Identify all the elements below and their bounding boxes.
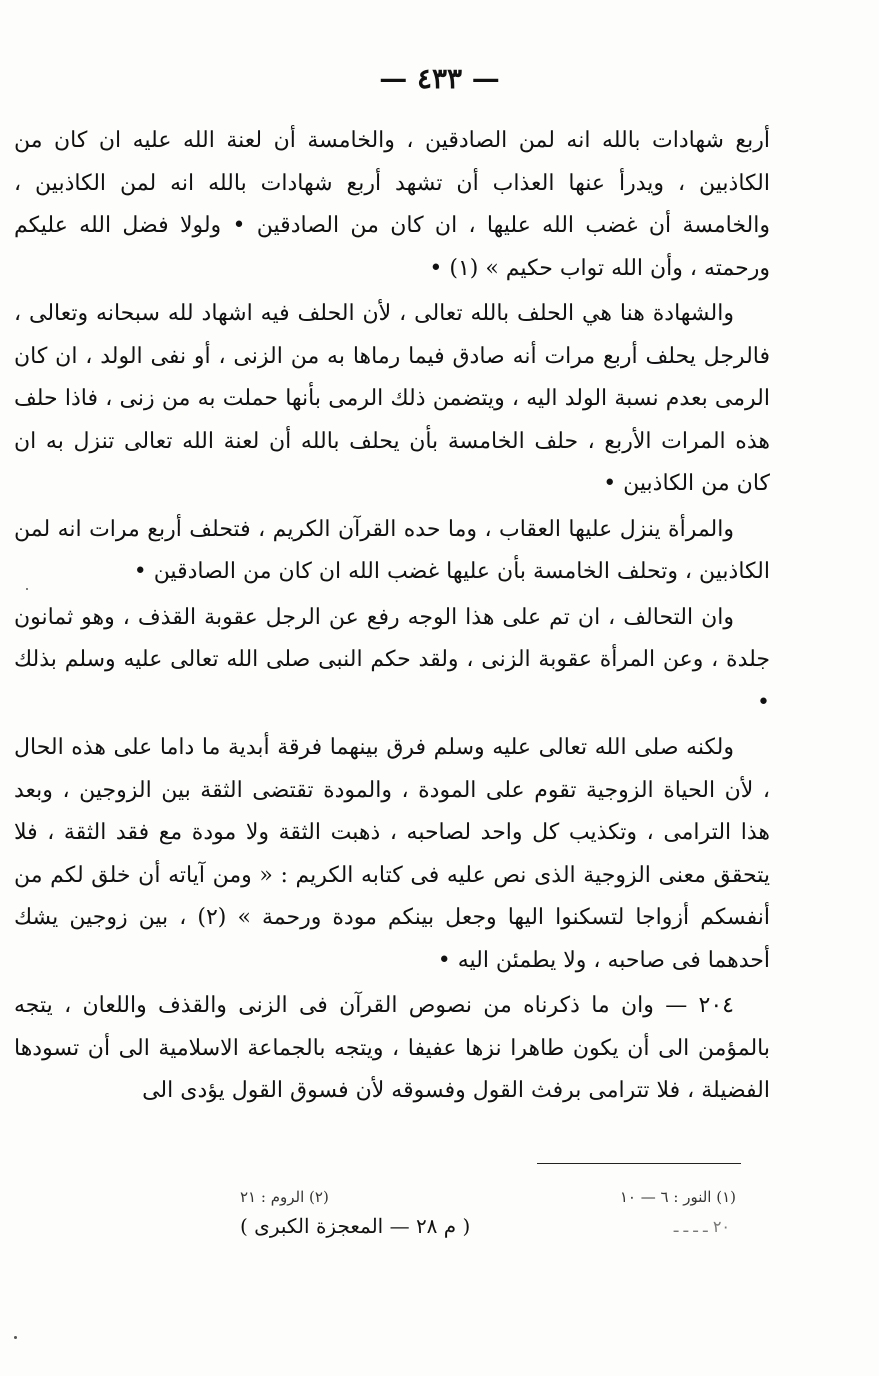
footnote-2: (٢) الروم : ٢١ [240, 1188, 329, 1206]
main-text [14, 120, 770, 1116]
paragraph-6: ٢٠٤ — وان ما ذكرناه من نصوص القرآن فى الزنى والقذف واللعان ، يتجه بالمؤمن الى أن يكون طاهرا نزها عفيفا ، ويتجه بالجماعة الاسلامية الى أن تسودها الفضيلة ، فلا تترامى برفث القول وفسوقه لأن فسوق القول يؤدى الى [14, 993, 770, 1103]
footnotes [240, 1188, 736, 1206]
footnote-1: (١) النور : ٦ — ١٠ [619, 1188, 736, 1206]
scan-speck [26, 588, 28, 590]
footnote-divider [537, 1163, 741, 1164]
book-signature: ( م ٢٨ — المعجزة الكبرى ) [240, 1214, 471, 1238]
page-number: — ٤٣٣ — [379, 62, 500, 95]
paragraph-1: أربع شهادات بالله انه لمن الصادقين ، والخامسة أن لعنة الله عليه ان كان من الكاذبين ، ويدرأ عنها العذاب أن تشهد أربع شهادات بالله انه لمن الكاذبين ، والخامسة أن غضب الله عليها ، ان كان من الصادقين • ولولا فضل الله عليكم ورحمته ، وأن الله تواب حكيم » (١) • [14, 128, 770, 281]
scan-speck [14, 1336, 17, 1339]
paragraph-4: وان التحالف ، ان تم على هذا الوجه رفع عن الرجل عقوبة القذف ، وهو ثمانون جلدة ، وعن المرأة عقوبة الزنى ، ولقد حكم النبى صلى الله تعالى عليه وسلم بذلك • [14, 604, 770, 715]
signature-line [240, 1214, 730, 1238]
paragraph-3: والمرأة ينزل عليها العقاب ، وما حده القرآن الكريم ، فتحلف أربع مرات انه لمن الكاذبين ، وتحلف الخامسة بأن عليها غضب الله ان كان من الصادقين • [14, 516, 770, 584]
paragraph-2: والشهادة هنا هي الحلف بالله تعالى ، لأن الحلف فيه اشهاد لله سبحانه وتعالى ، فالرجل يحلف أربع مرات أنه صادق فيما رماها به من الزنى ، أو نفى الولد ، ان كان الرمى بعدم نسبة الولد اليه ، ويتضمن ذلك الرمى بأنها حملت به من زنى ، فاذا حلف هذه المرات الأربع ، حلف الخامسة بأن يحلف بالله أن لعنة الله تعالى تنزل به ان كان من الكاذبين • [14, 301, 770, 496]
paragraph-5: ولكنه صلى الله تعالى عليه وسلم فرق بينهما فرقة أبدية ما داما على هذه الحال ، لأن الحياة الزوجية تقوم على المودة ، والمودة تقتضى الثقة بين الزوجين ، وبعد هذا الترامى ، وتكذيب كل واحد لصاحبه ، ذهبت الثقة ولا مودة مع فقد الثقة ، فلا يتحقق معنى الزوجية الذى نص عليه فى كتابه الكريم : « ومن آياته أن خلق لكم من أنفسكم أزواجا لتسكنوا اليها وجعل بينكم مودة ورحمة » (٢) ، بين زوجين يشك أحدهما فى صاحبه ، ولا يطمئن اليه • [14, 735, 770, 973]
faded-signature-mark: ٢٠ ـ ـ ـ ـ [673, 1216, 730, 1236]
